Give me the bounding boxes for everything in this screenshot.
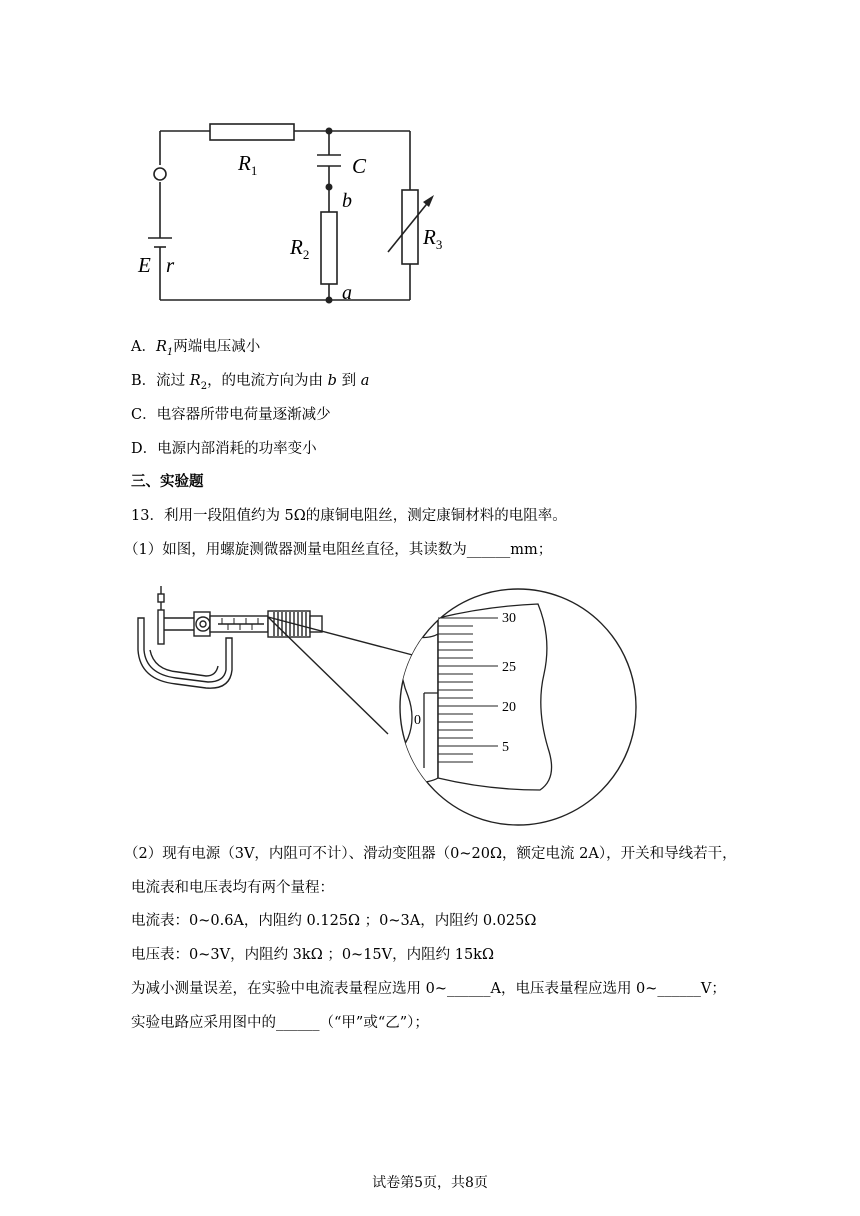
sleeve-zero-label: 0: [414, 713, 421, 728]
option-c: C．电容器所带电荷量逐渐减少: [131, 407, 331, 423]
question-13-stem: 13．利用一段阻值约为 5Ω的康铜电阻丝，测定康铜材料的电阻率。: [131, 508, 567, 524]
question-13-part2-line1: （2）现有电源（3V，内阻可不计）、滑动变阻器（0~20Ω，额定电流 2A），开关和导线若干，: [124, 846, 737, 862]
r2-label: $R_2$: [290, 235, 310, 262]
circuit-diagram: [120, 110, 443, 320]
a-label: a: [342, 282, 352, 304]
rheostat-r3: [402, 190, 418, 264]
scale-label-30: 30: [502, 611, 516, 626]
question-13-part1: （1）如图，用螺旋测微器测量电阻丝直径，其读数为______mm；: [124, 542, 553, 558]
junction-b: [326, 184, 333, 191]
ammeter-ranges: 电流表：0~0.6A，内阻约 0.125Ω ；0~3A，内阻约 0.025Ω: [131, 913, 537, 929]
option-a-subscript: 1: [166, 346, 174, 358]
micrometer-figure: [128, 578, 648, 838]
anvil: [158, 610, 164, 644]
frame-inner-arc: [150, 650, 218, 676]
scale-label-5: 5: [502, 740, 509, 755]
voltmeter-ranges: 电压表：0~3V，内阻约 3kΩ ；0~15V，内阻约 15kΩ: [131, 947, 494, 963]
switch-pivot: [154, 168, 166, 180]
resistor-r2: [321, 212, 337, 284]
option-a-symbol: R: [155, 339, 167, 355]
section-title: 三、实验题: [131, 473, 204, 490]
question-13-part2-line2: 电流表和电压表均有两个量程：: [131, 880, 334, 896]
rheostat-arrowhead: [423, 195, 434, 207]
question-13-part2-line4: 实验电路应采用图中的______（“甲”或“乙”）；: [131, 1015, 429, 1031]
lock-ring: [196, 617, 210, 631]
option-b-to-word: 到: [336, 373, 361, 389]
option-a: [131, 337, 260, 363]
option-d: D．电源内部消耗的功率变小: [131, 441, 317, 457]
option-a-prefix: A．: [131, 339, 156, 355]
r1-label: $R_1$: [238, 151, 258, 178]
resistor-r1: [210, 124, 294, 140]
r3-label: $R_3$: [423, 225, 443, 252]
option-a-text: 两端电压减小: [173, 339, 261, 355]
option-b-subscript: 2: [200, 380, 208, 392]
scale-label-25: 25: [502, 660, 516, 675]
junction-top: [326, 128, 333, 135]
option-b-to: a: [360, 373, 370, 389]
e-label: E: [138, 253, 151, 277]
c-label: C: [352, 154, 367, 178]
page-footer: 试卷第5页，共8页: [372, 1175, 488, 1191]
option-b-symbol: R: [189, 373, 201, 389]
junction-a: [326, 297, 333, 304]
b-label: b: [342, 190, 352, 212]
question-13-part2-line3: 为减小测量误差，在实验中电流表量程应选用 0~______A，电压表量程应选用 0~______V；: [131, 981, 726, 997]
r-label: r: [166, 253, 175, 277]
scale-label-20: 20: [502, 700, 516, 715]
option-b-prefix: B．流过: [131, 373, 190, 389]
option-b: [131, 371, 369, 397]
option-b-from: b: [327, 373, 337, 389]
option-b-text: ，的电流方向为由: [207, 373, 328, 389]
